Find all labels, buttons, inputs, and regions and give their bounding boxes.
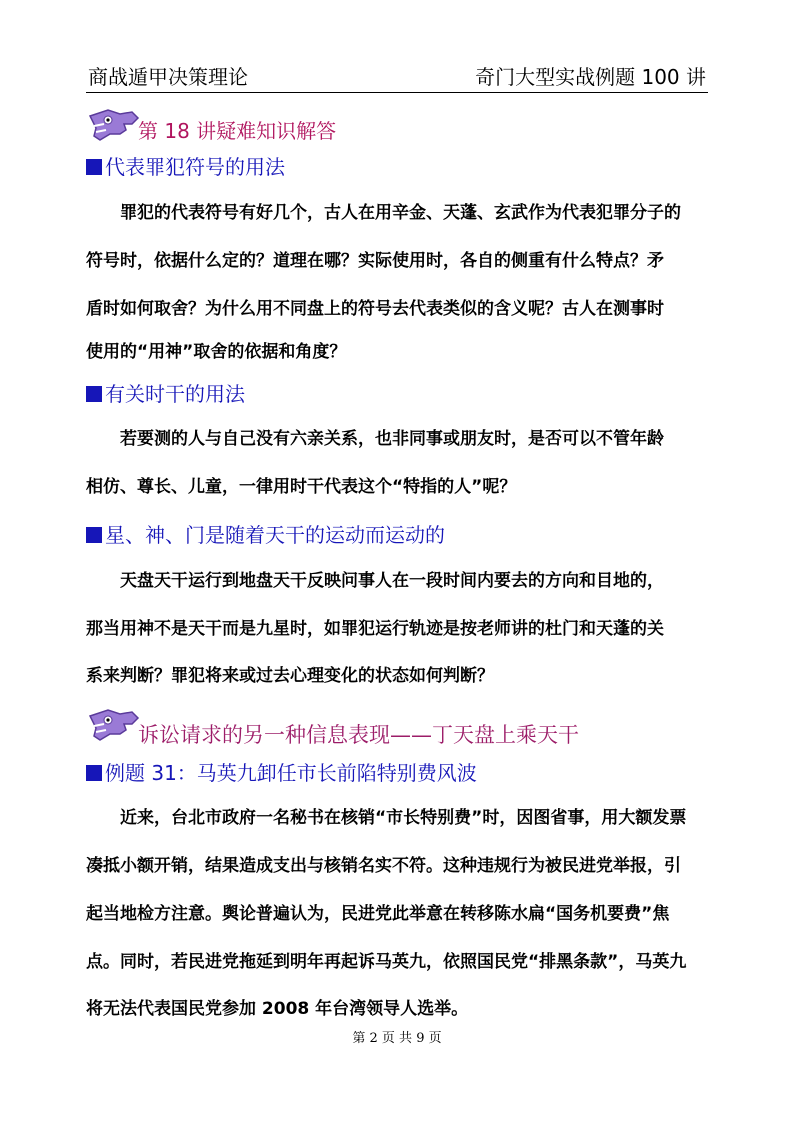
subtitle: 诉讼请求的另一种信息表现——丁天盘上乘天干 [138,723,579,747]
paragraph-line: 天盘天干运行到地盘天干反映问事人在一段时间内要去的方向和目地的， [120,571,664,591]
paragraph-line: 那当用神不是天干而是九星时，如罪犯运行轨迹是按老师讲的杜门和天蓬的关 [86,619,664,639]
example-heading-text: 例题 31：马英九卸任市长前陷特别费风波 [105,761,477,785]
pointing-hand-icon [86,102,140,142]
header-book-title: 商战遁甲决策理论 [88,65,248,89]
section-heading-criminal-symbols [86,154,285,180]
square-bullet-icon [86,527,102,543]
square-bullet-icon [86,765,102,781]
paragraph-line: 将无法代表国民党参加 2008 年台湾领导人选举。 [86,999,469,1019]
example-heading [86,760,477,786]
paragraph-line: 使用的“用神”取舍的依据和角度？ [86,342,347,362]
section-heading-hour-stem [86,381,245,407]
page-number: 第 2 页 共 9 页 [352,1031,442,1046]
lesson-title: 第 18 讲疑难知识解答 [138,119,337,143]
pointing-hand-icon [86,702,140,742]
paragraph-line: 近来，台北市政府一名秘书在核销“市长特别费”时，因图省事，用大额发票 [120,808,687,828]
section-heading-text: 代表罪犯符号的用法 [105,155,285,179]
header-series-title: 奇门大型实战例题 100 讲 [475,65,706,89]
paragraph-line: 相仿、尊长、儿童，一律用时干代表这个“特指的人”呢？ [86,477,517,497]
page-header [86,62,708,93]
paragraph-line: 凑抵小额开销，结果造成支出与核销名实不符。这种违规行为被民进党举报，引 [86,856,681,876]
section-heading-stars-gods-doors [86,522,445,548]
paragraph-line: 盾时如何取舍？为什么用不同盘上的符号去代表类似的含义呢？古人在测事时 [86,299,664,319]
paragraph-line: 罪犯的代表符号有好几个，古人在用辛金、天蓬、玄武作为代表犯罪分子的 [120,203,681,223]
paragraph-line: 起当地检方注意。舆论普遍认为，民进党此举意在转移陈水扁“国务机要费”焦 [86,904,670,924]
square-bullet-icon [86,386,102,402]
paragraph-line: 若要测的人与自己没有六亲关系，也非同事或朋友时，是否可以不管年龄 [120,429,664,449]
paragraph-line: 系来判断？罪犯将来或过去心理变化的状态如何判断？ [86,666,494,686]
section-heading-text: 星、神、门是随着天干的运动而运动的 [105,523,445,547]
section-heading-text: 有关时干的用法 [105,382,245,406]
square-bullet-icon [86,159,102,175]
paragraph-line: 符号时，依据什么定的？道理在哪？实际使用时，各自的侧重有什么特点？矛 [86,251,664,271]
paragraph-line: 点。同时，若民进党拖延到明年再起诉马英九，依照国民党“排黑条款”，马英九 [86,952,687,972]
